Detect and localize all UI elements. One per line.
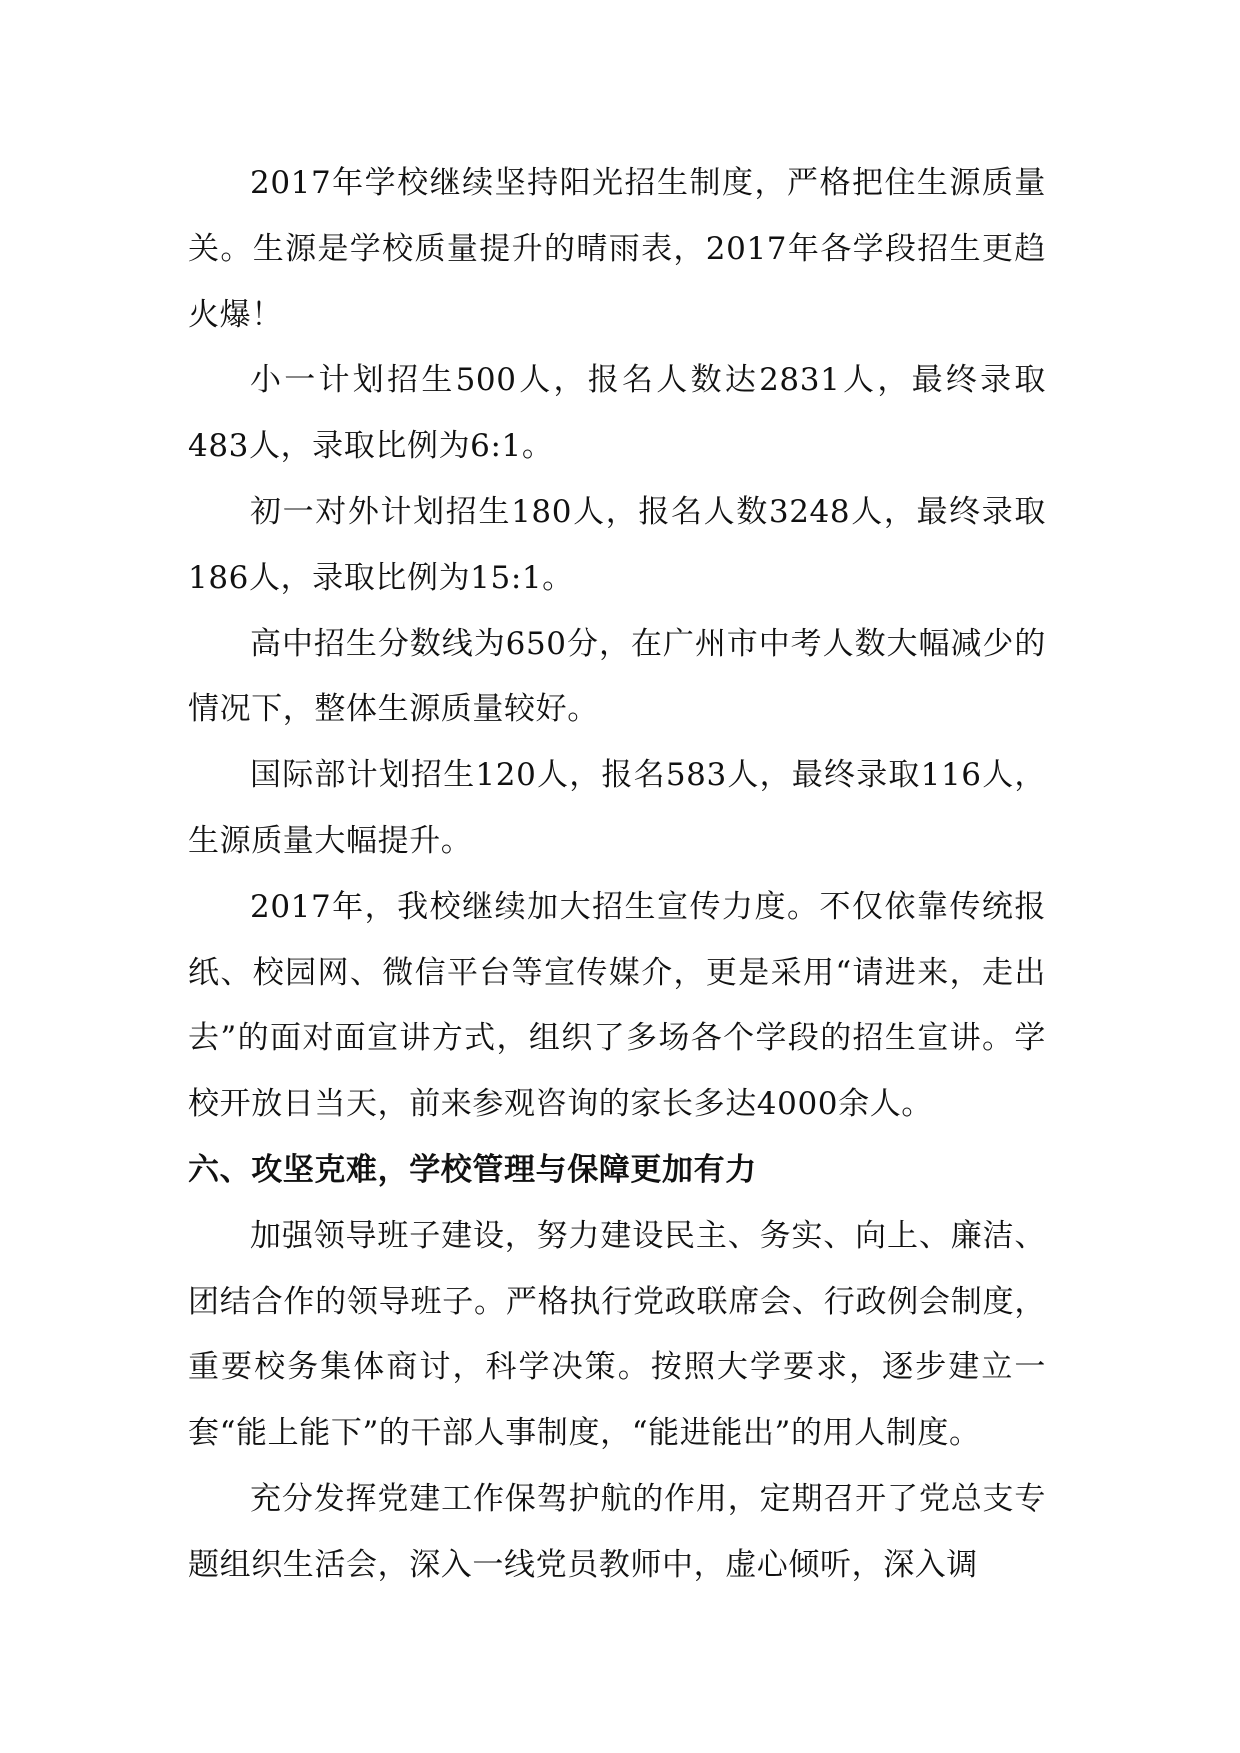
paragraph-admissions-promotion: 2017年，我校继续加大招生宣传力度。不仅依靠传统报纸、校园网、微信平台等宣传媒介，更是采用“请进来，走出去”的面对面宣讲方式，组织了多场各个学段的招生宣讲。学校开放日当天，前来参观咨询的家长多达4000余人。 bbox=[188, 888, 1046, 1123]
paragraph-senior-admissions: 高中招生分数线为650分，在广州市中考人数大幅减少的情况下，整体生源质量较好。 bbox=[188, 625, 1046, 728]
paragraph-party-building: 充分发挥党建工作保驾护航的作用，定期召开了党总支专题组织生活会，深入一线党员教师中，虚心倾听，深入调 bbox=[188, 1480, 1046, 1583]
paragraph-international-admissions: 国际部计划招生120人，报名583人，最终录取116人，生源质量大幅提升。 bbox=[188, 757, 1046, 859]
document-body bbox=[188, 151, 1046, 1599]
section-heading: 六、攻坚克难，学校管理与保障更加有力 bbox=[188, 1151, 757, 1188]
paragraph-admissions-intro: 2017年学校继续坚持阳光招生制度，严格把住生源质量关。生源是学校质量提升的晴雨表，2017年各学段招生更趋火爆！ bbox=[188, 165, 1046, 333]
paragraph-leadership: 加强领导班子建设，努力建设民主、务实、向上、廉洁、团结合作的领导班子。严格执行党政联席会、行政例会制度，重要校务集体商讨，科学决策。按照大学要求，逐步建立一套“能上能下”的干部人事制度，“能进能出”的用人制度。 bbox=[188, 1217, 1046, 1452]
paragraph-junior-admissions: 初一对外计划招生180人，报名人数3248人，最终录取186人，录取比例为15:1。 bbox=[188, 493, 1046, 596]
paragraph-primary-admissions: 小一计划招生500人，报名人数达2831人，最终录取483人，录取比例为6:1。 bbox=[188, 362, 1046, 465]
